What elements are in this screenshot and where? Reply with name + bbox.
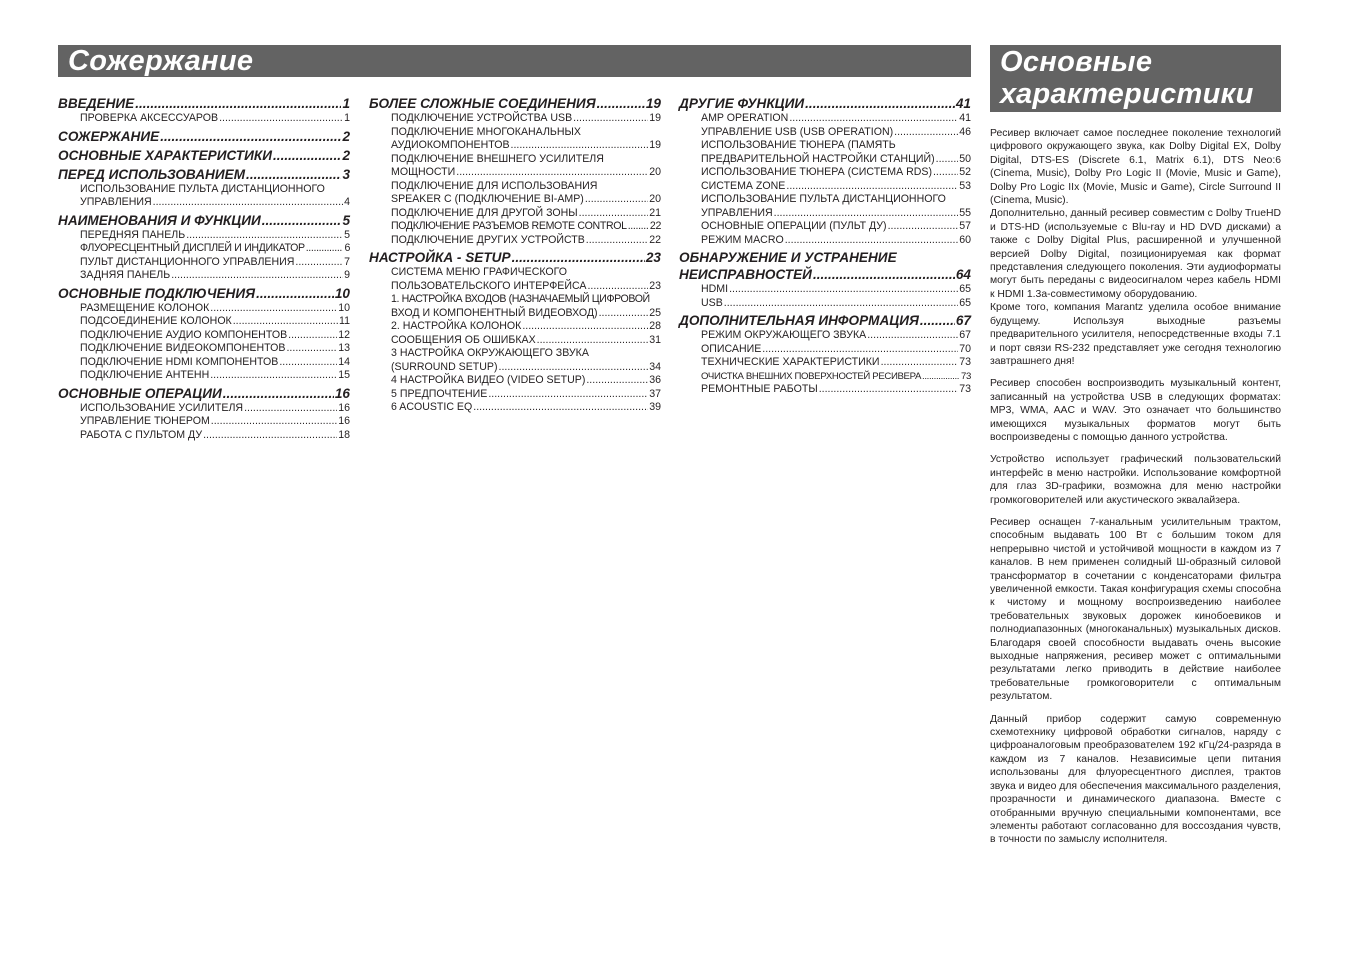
toc-entry[interactable] [679,283,971,297]
toc-entry-title: НЕИСПРАВНОСТЕЙ [679,267,812,282]
toc-section-entry[interactable] [369,95,661,112]
toc-entry[interactable] [58,429,350,443]
toc-entry-title: УПРАВЛЕНИЯ [701,206,773,219]
toc-dot-leader [522,320,648,334]
toc-page-number: 1 [342,96,350,111]
toc-page-number: 7 [344,255,350,268]
toc-entry[interactable] [679,112,971,126]
toc-entry-title: УПРАВЛЕНИЯ [80,196,152,208]
toc-page-number: 25 [649,306,661,319]
toc-page-number: 1 [344,112,350,124]
toc-entry-title: ПОДКЛЮЧЕНИЕ РАЗЪЕМОВ REMOTE CONTROL [391,220,627,232]
toc-section-entry[interactable] [58,147,350,164]
toc-entry[interactable] [58,196,350,210]
toc-dot-leader [211,415,337,429]
toc-entry-title: УПРАВЛЕНИЕ USB (USB OPERATION) [701,125,894,138]
toc-entry[interactable] [679,207,971,221]
toc-entry-title: ПРОВЕРКА АКСЕССУАРОВ [80,112,219,124]
toc-entry[interactable] [369,166,661,180]
toc-entry[interactable] [369,307,661,321]
toc-entry-first-line: 1. НАСТРОЙКА ВХОДОВ (НАЗНАЧАЕМЫЙ ЦИФРОВОЙ [391,293,650,305]
toc-entry-title: СИСТЕМА ZONE [701,179,786,192]
toc-page-number: 37 [649,387,661,400]
toc-section-entry[interactable] [58,285,350,302]
toc-dot-leader [288,329,337,343]
toc-entry[interactable] [58,356,350,370]
toc-page-number: 3 [342,166,350,182]
toc-column-3 [679,93,971,397]
toc-page-number: 10 [334,285,350,301]
toc-dot-leader [867,329,958,343]
toc-dot-leader [597,95,645,112]
toc-entry[interactable] [679,329,971,343]
toc-page-number: 10 [338,301,350,314]
toc-entry[interactable] [679,234,971,248]
toc-entry[interactable] [58,242,350,256]
toc-entry-title: ПУЛЬТ ДИСТАНЦИОННОГО УПРАВЛЕНИЯ [80,255,295,268]
toc-section-entry[interactable] [58,385,350,402]
toc-section-entry[interactable] [679,95,971,112]
toc-page-number: 46 [959,125,971,138]
toc-page-number: 22 [649,220,661,232]
toc-entry-title: ОСНОВНЫЕ ХАРАКТЕРИСТИКИ [58,147,273,163]
toc-page-number: 22 [649,233,661,246]
toc-dot-leader [286,342,337,356]
toc-entry-title: ПОЛЬЗОВАТЕЛЬСКОГО ИНТЕРФЕЙСА [391,279,587,292]
toc-page-number: 16 [338,401,350,414]
toc-entry-title: ОЧИСТКА ВНЕШНИХ ПОВЕРХНОСТЕЙ РЕСИВЕРА [701,370,922,382]
toc-entry-title: ОСНОВНЫЕ ОПЕРАЦИИ (ПУЛЬТ ДУ) [701,220,887,232]
toc-page-number: 39 [649,401,661,413]
toc-page-number: 67 [955,313,971,328]
toc-dot-leader [273,147,341,164]
toc-entry[interactable] [369,220,661,234]
toc-entry[interactable] [679,370,971,384]
toc-dot-leader [456,166,648,180]
toc-entry-first-line: СИСТЕМА МЕНЮ ГРАФИЧЕСКОГО [391,266,568,278]
toc-page-number: 2 [342,147,350,163]
toc-dot-leader [628,220,649,234]
toc-page-number: 41 [955,96,971,111]
toc-dot-leader [729,283,958,297]
toc-dot-leader [203,429,337,443]
toc-entry-title: АУДИОКОМПОНЕНТОВ [391,139,510,151]
features-text [990,127,1281,856]
toc-page-number: 11 [339,315,350,327]
toc-dot-leader [210,369,337,383]
toc-dot-leader [537,334,649,348]
toc-dot-leader [599,307,649,321]
features-title-banner [990,45,1281,112]
toc-page-number: 34 [649,360,661,373]
toc-dot-leader [295,256,343,270]
toc-page-number: 14 [338,355,350,368]
toc-page-number: 9 [344,269,350,281]
toc-page-number: 19 [649,139,661,151]
toc-dot-leader [171,269,343,283]
toc-page-number: 19 [649,112,661,124]
toc-entry-title: НАИМЕНОВАНИЯ И ФУНКЦИИ [58,212,261,228]
toc-dot-leader [762,343,958,357]
toc-entry-first-line: ПОДКЛЮЧЕНИЕ МНОГОКАНАЛЬНЫХ [391,125,581,138]
toc-page-number: 5 [344,228,350,241]
toc-section-entry[interactable] [679,266,971,283]
toc-dot-leader [499,361,649,375]
toc-page-number: 23 [645,250,661,265]
toc-page-number: 73 [961,370,971,382]
toc-entry-title: ПОДКЛЮЧЕНИЕ ДРУГИХ УСТРОЙСТВ [391,233,585,246]
toc-section-entry[interactable] [369,249,661,266]
toc-page-number: 13 [338,342,350,354]
toc-page-number: 23 [649,279,661,292]
toc-entry[interactable] [679,343,971,357]
toc-entry[interactable] [679,297,971,311]
toc-dot-leader [223,385,334,402]
features-paragraph: Ресивер способен воспроизводить музыкальный контент, записанный на устройства USB в следующих форматах: MP3, WMA, AAC и WAV. Это означает что большинство имеющихся музыкальных форматов могут быть воспроизведены с помощью данного устройства. [990,378,1281,443]
toc-dot-leader [579,207,649,221]
toc-entry[interactable] [369,234,661,248]
toc-entry-title: HDMI [701,283,729,295]
toc-entry-title: ПРЕДВАРИТЕЛЬНОЙ НАСТРОЙКИ СТАНЦИЙ) [701,152,935,165]
toc-dot-leader [186,229,343,243]
toc-dot-leader [586,374,648,388]
toc-dot-leader [473,401,648,415]
toc-page-number: 53 [959,179,971,192]
toc-entry[interactable] [369,334,661,348]
toc-entry[interactable] [369,374,661,388]
toc-entry[interactable] [369,361,661,375]
toc-entry[interactable] [58,269,350,283]
toc-dot-leader [573,112,648,126]
toc-entry-title: ВХОД И КОМПОНЕНТНЫЙ ВИДЕОВХОД) [391,306,598,319]
toc-entry-first-line: ИСПОЛЬЗОВАНИЕ ПУЛЬТА ДИСТАНЦИОННОГО [80,182,325,195]
toc-page-number: 73 [959,356,971,368]
toc-entry-title: ТЕХНИЧЕСКИЕ ХАРАКТЕРИСТИКИ [701,356,880,368]
toc-section-entry[interactable] [58,212,350,229]
toc-dot-leader [586,234,648,248]
toc-entry-title: 5 ПРЕДПОЧТЕНИЕ [391,387,488,400]
toc-page-number: 65 [959,296,971,309]
toc-page-number: 20 [649,193,661,205]
toc-page-number: 70 [959,342,971,355]
toc-dot-leader [805,95,955,112]
toc-entry-title: ПОДКЛЮЧЕНИЕ HDMI КОМПОНЕНТОВ [80,355,279,368]
toc-entry-title: ПОДКЛЮЧЕНИЕ ВИДЕОКОМПОНЕНТОВ [80,342,286,354]
toc-page-number: 15 [338,369,350,381]
toc-entry[interactable] [58,112,350,126]
toc-column-1 [58,93,350,442]
toc-dot-leader [279,356,337,370]
toc-entry[interactable] [58,415,350,429]
toc-entry-title: 4 НАСТРОЙКА ВИДЕО (VIDEO SETUP) [391,374,586,386]
toc-entry[interactable] [58,302,350,316]
toc-page-number: 2 [342,128,350,144]
toc-entry-title: ДРУГИЕ ФУНКЦИИ [679,96,805,111]
toc-page-number: 73 [959,383,971,395]
toc-entry-title: ПЕРЕДНЯЯ ПАНЕЛЬ [80,228,186,241]
toc-page-number: 36 [649,374,661,386]
toc-page-number: 20 [649,166,661,178]
toc-entry[interactable] [679,356,971,370]
toc-dot-leader [819,383,959,397]
toc-entry-title: УПРАВЛЕНИЕ ТЮНЕРОМ [80,415,210,427]
toc-page-number: 18 [338,428,350,441]
toc-entry[interactable] [369,139,661,153]
toc-page-number: 21 [649,206,661,219]
toc-entry-title: РЕЖИМ MACRO [701,233,784,246]
toc-entry-title: USB [701,296,723,309]
toc-entry[interactable] [58,229,350,243]
toc-entry-title: ДОПОЛНИТЕЛЬНАЯ ИНФОРМАЦИЯ [679,313,919,328]
toc-dot-leader [135,95,341,112]
features-paragraph: Дополнительно, данный ресивер совместим с Dolby TrueHD и DTS-HD (используемые с Blu-ray и HD DVD дисками) а также с Dolby Digital Plus, расширенной и улучшенной версией Dolby Digital, позиционируемая как формат представления следующего поколения. Эти аудиоформаты могут быть переданы с видеосигналом через кабель HDMI к HDMI 1.3a-совместимому оборудованию. [990,208,1281,300]
toc-entry-title: ПОДКЛЮЧЕНИЕ АУДИО КОМПОНЕНТОВ [80,328,288,341]
toc-dot-leader [153,196,343,210]
toc-entry[interactable] [58,329,350,343]
toc-dot-leader [922,370,960,384]
toc-dot-leader [233,315,338,329]
toc-entry[interactable] [679,383,971,397]
toc-entry[interactable] [58,256,350,270]
toc-page-number: 5 [342,212,350,228]
toc-dot-leader [789,112,958,126]
toc-entry-title: ПЕРЕД ИСПОЛЬЗОВАНИЕМ [58,166,246,182]
toc-page-number: 12 [338,328,350,341]
toc-entry-title: НАСТРОЙКА - SETUP [369,250,511,265]
toc-dot-leader [488,388,648,402]
toc-page-number: 64 [955,267,971,282]
toc-dot-leader [936,153,959,167]
toc-entry-title: ПОДКЛЮЧЕНИЕ АНТЕНН [80,369,210,381]
toc-entry-title: ЗАДНЯЯ ПАНЕЛЬ [80,269,171,281]
toc-page-number: 65 [959,283,971,295]
toc-entry-first-line: ПОДКЛЮЧЕНИЕ ДЛЯ ИСПОЛЬЗОВАНИЯ [391,179,598,192]
toc-page-number: 60 [959,233,971,246]
toc-section-first-line: ОБНАРУЖЕНИЕ И УСТРАНЕНИЕ [679,250,897,265]
toc-entry-title: (SURROUND SETUP) [391,360,498,373]
toc-entry-title: МОЩНОСТИ [391,166,456,178]
toc-dot-leader [920,312,955,329]
toc-entry[interactable] [58,369,350,383]
toc-section-entry[interactable] [58,95,350,112]
toc-entry-title: ФЛУОРЕСЦЕНТНЫЙ ДИСПЛЕЙ И ИНДИКАТОР [80,242,305,254]
toc-dot-leader [512,249,645,266]
toc-entry-title: ИСПОЛЬЗОВАНИЕ УСИЛИТЕЛЯ [80,401,244,414]
toc-title-banner [58,45,971,77]
toc-page-number: 50 [959,152,971,165]
toc-dot-leader [246,166,341,183]
toc-page-number: 19 [645,96,661,111]
toc-dot-leader [306,242,344,256]
toc-page-number: 16 [338,415,350,427]
features-paragraph: Данный прибор содержит самую современную схемотехнику цифровой обработки сигналов, наряду с цифроаналоговым преобразователем 192 кГц/24-разряда в каждом из 7 каналов. Независимые цепи питания использованы для флуоресцентного дисплея, трактов звука и видео для обеспечения максимального разделения, прозрачности и динамического диапазона. Вместе с отобранными вручную специальными компонентами, все элементы работают согласованно для воссоздания чувств, в точности по замыслу исполнителя. [990,713,1281,846]
toc-entry[interactable] [369,388,661,402]
toc-dot-leader [587,280,648,294]
features-paragraph: Ресивер включает самое последнее поколение технологий цифрового окружающего звука, как Dolby Digital EX, Dolby Digital, DTS-ES (Discrete 6.1, Matrix 6.1), DTS Neo:6 (Cinema, Music), Dolby Pro Logic II (Movie, Music и Game), Dolby Pro Logic IIx (Movie, Music и Game), Circle Surround II (Cinema, Music). [990,128,1281,207]
toc-dot-leader [933,166,958,180]
toc-dot-leader [888,220,959,234]
toc-section-entry[interactable] [58,128,350,145]
toc-page-number: 57 [959,220,971,232]
features-title-line1: Основные [1000,46,1153,78]
toc-entry-title: 2. НАСТРОЙКА КОЛОНОК [391,320,522,332]
toc-dot-leader [785,234,958,248]
toc-dot-leader [511,139,649,153]
toc-section-entry[interactable] [58,166,350,183]
toc-entry-title: ВВЕДЕНИЕ [58,96,135,111]
features-paragraph: Кроме того, компания Marantz уделила особое внимание будущему. Используя выходные разъемы предварительного усилителя, непосредственные входы 7.1 и порт связи RS-232 представляет уже сегодня технологию завтрашнего дня! [990,302,1281,367]
toc-page-number: 28 [649,320,661,332]
toc-entry-title: AMP OPERATION [701,112,789,124]
toc-entry[interactable] [369,320,661,334]
toc-entry-title: ОСНОВНЫЕ ОПЕРАЦИИ [58,385,222,401]
toc-entry-first-line: ИСПОЛЬЗОВАНИЕ ПУЛЬТА ДИСТАНЦИОННОГО [701,193,946,205]
toc-entry-title: ОСНОВНЫЕ ПОДКЛЮЧЕНИЯ [58,285,256,301]
toc-entry-title: ИСПОЛЬЗОВАНИЕ ТЮНЕРА (СИСТЕМА RDS) [701,166,932,178]
toc-entry-title: РЕЖИМ ОКРУЖАЮЩЕГО ЗВУКА [701,329,867,341]
toc-entry[interactable] [679,153,971,167]
toc-entry[interactable] [679,126,971,140]
toc-entry[interactable] [58,402,350,416]
toc-entry[interactable] [369,280,661,294]
toc-dot-leader [774,207,959,221]
toc-entry-first-line: 3 НАСТРОЙКА ОКРУЖАЮЩЕГО ЗВУКА [391,347,589,359]
toc-dot-leader [210,302,337,316]
toc-entry[interactable] [369,193,661,207]
toc-entry[interactable] [679,180,971,194]
toc-entry-title: РАБОТА С ПУЛЬТОМ ДУ [80,428,203,441]
toc-entry[interactable] [369,401,661,415]
toc-entry[interactable] [679,166,971,180]
toc-dot-leader [244,402,337,416]
toc-entry-title: РЕМОНТНЫЕ РАБОТЫ [701,383,818,395]
toc-title: Сожержание [68,45,254,77]
toc-entry-title: РАЗМЕЩЕНИЕ КОЛОНОК [80,301,210,314]
toc-dot-leader [160,128,341,145]
toc-entry[interactable] [679,220,971,234]
toc-dot-leader [881,356,959,370]
toc-dot-leader [585,193,648,207]
toc-page-number: 41 [959,112,971,124]
toc-entry-title: ПОДКЛЮЧЕНИЕ УСТРОЙСТВА USB [391,112,573,124]
toc-entry-title: ПОДКЛЮЧЕНИЕ ДЛЯ ДРУГОЙ ЗОНЫ [391,206,578,219]
features-paragraph: Устройство использует графический пользовательский интерфейс в меню настройки. Использование комфортной для глаз 3D-графики, возможна для меню настройки громкоговорителей или акустического эквалайзера. [990,454,1281,506]
toc-entry[interactable] [58,315,350,329]
toc-entry-title: ОПИСАНИЕ [701,342,762,355]
toc-dot-leader [262,212,342,229]
toc-page-number: 67 [959,329,971,341]
toc-entry[interactable] [369,112,661,126]
toc-entry[interactable] [369,207,661,221]
toc-page-number: 16 [334,385,350,401]
features-paragraph: Ресивер оснащен 7-канальным усилительным трактом, способным выдавать 100 Вт с большим током для непрерывно чистой и устойчивой мощности в каждом из 7 каналов. В нем применен солидный Ш-образный силовой трансформатор в сочетании с конденсаторами фильтра увеличенной емкости. Такая конфигурация схемы способна к чистому и мощному воспроизведению наиболее требовательных звуковых дорожек кинобоевиков и полнодиапазонных (многоканальных) музыкальных дисков. Благодаря своей способности выдавать очень высокие выходные напряжения, ресивер может с оптимальными результатами легко приводить в действие наиболее требовательные громкоговорители с оптимальным результатом. [990,516,1281,703]
toc-dot-leader [813,266,955,283]
toc-page-number: 52 [959,166,971,178]
toc-column-2 [369,93,661,415]
toc-entry-title: ПОДСОЕДИНЕНИЕ КОЛОНОК [80,315,232,327]
toc-entry-first-line: ПОДКЛЮЧЕНИЕ ВНЕШНЕГО УСИЛИТЕЛЯ [391,152,604,165]
toc-entry-title: 6 ACOUSTIC EQ [391,401,473,413]
toc-section-entry[interactable] [679,312,971,329]
toc-entry[interactable] [58,342,350,356]
toc-dot-leader [724,297,958,311]
toc-entry-title: SPEAKER C (ПОДКЛЮЧЕНИЕ BI-AMP) [391,193,584,205]
toc-page-number: 6 [344,242,350,254]
toc-entry-title: СООБЩЕНИЯ ОБ ОШИБКАХ [391,333,536,346]
toc-dot-leader [256,285,334,302]
toc-entry-first-line: ИСПОЛЬЗОВАНИЕ ТЮНЕРА (ПАМЯТЬ [701,139,896,151]
toc-page-number: 55 [959,206,971,219]
toc-page-number: 4 [344,196,350,208]
toc-dot-leader [786,180,958,194]
features-title-line2: характеристики [1000,78,1254,110]
toc-page-number: 31 [649,333,661,346]
toc-dot-leader [894,126,958,140]
toc-entry-title: СОЖЕРЖАНИЕ [58,128,160,144]
toc-dot-leader [219,112,343,126]
toc-entry-title: БОЛЕЕ СЛОЖНЫЕ СОЕДИНЕНИЯ [369,96,596,111]
